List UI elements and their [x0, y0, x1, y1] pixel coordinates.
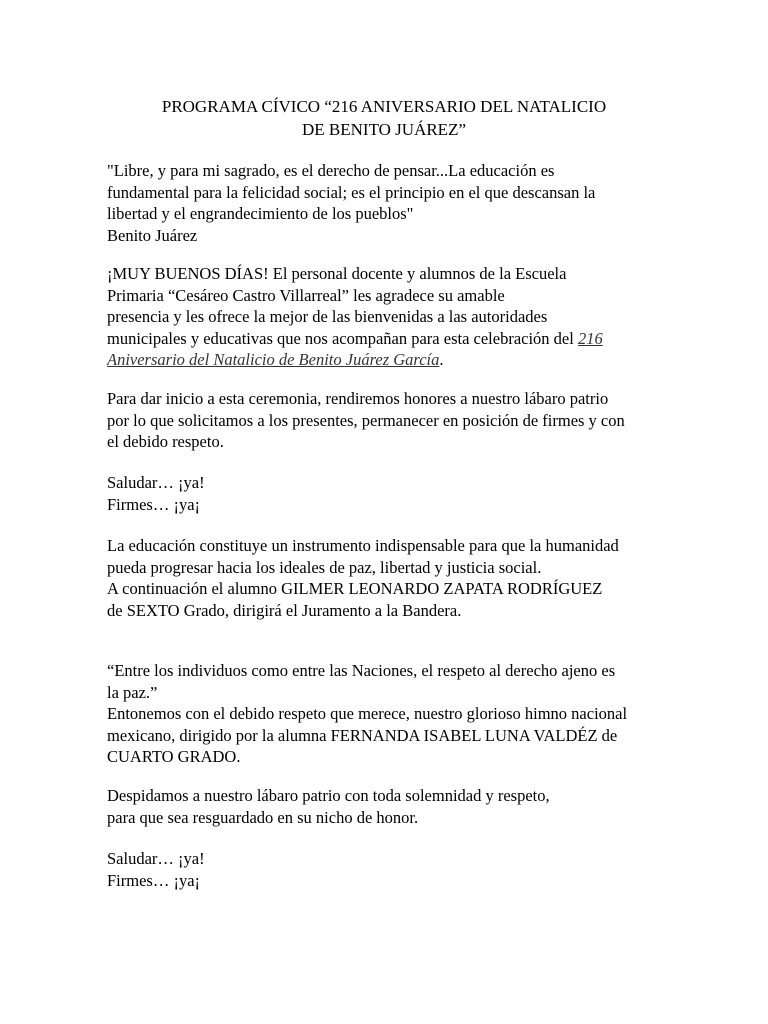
- opening-quote: [107, 160, 677, 246]
- anthem-line-4: mexicano, dirigido por la alumna FERNANDA ISABEL LUNA VALDÉZ de: [107, 725, 618, 745]
- salute-command: Saludar… ¡ya!: [107, 473, 205, 492]
- anthem-paragraph: [107, 660, 677, 768]
- attention-command: Firmes… ¡ya¡: [107, 494, 201, 514]
- honors-paragraph: [107, 388, 677, 453]
- welcome-line-2: Primaria “Cesáreo Castro Villarreal” les agradece su amable: [107, 285, 505, 305]
- education-line-4: de SEXTO Grado, dirigirá el Juramento a la Bandera.: [107, 600, 462, 620]
- education-line-2: pueda progresar hacia los ideales de paz, libertad y justicia social.: [107, 557, 542, 577]
- anniversary-link-start[interactable]: 216: [577, 328, 603, 348]
- quote-author: Benito Juárez: [107, 225, 198, 245]
- welcome-paragraph: [107, 263, 677, 371]
- honors-line-3: el debido respeto.: [107, 432, 224, 451]
- education-paragraph: [107, 535, 677, 621]
- commands-first: [107, 472, 677, 515]
- attention-command-final: Firmes… ¡ya¡: [107, 870, 201, 890]
- anthem-line-2: la paz.”: [107, 682, 158, 702]
- welcome-line-5: [107, 349, 677, 371]
- farewell-paragraph: [107, 785, 677, 828]
- honors-line-2: por lo que solicitamos a los presentes, permanecer en posición de firmes y con: [107, 410, 625, 430]
- salute-command-final: Saludar… ¡ya!: [107, 849, 205, 868]
- welcome-line-1: ¡MUY BUENOS DÍAS! El personal docente y alumnos de la Escuela: [107, 264, 567, 283]
- welcome-line-3: presencia y les ofrece la mejor de las bienvenidas a las autoridades: [107, 307, 548, 326]
- anthem-line-1: “Entre los individuos como entre las Naciones, el respeto al derecho ajeno es: [107, 661, 616, 680]
- page-title: [100, 95, 668, 141]
- honors-line-1: Para dar inicio a esta ceremonia, rendiremos honores a nuestro lábaro patrio: [107, 389, 609, 408]
- anthem-line-5: CUARTO GRADO.: [107, 747, 241, 766]
- anniversary-link-end[interactable]: Aniversario del Natalicio de Benito Juárez García: [107, 350, 440, 369]
- commands-second: [107, 848, 677, 891]
- welcome-line-4: [107, 328, 677, 350]
- title-line-1: PROGRAMA CÍVICO “216 ANIVERSARIO DEL NATALICIO: [161, 97, 607, 116]
- welcome-line-4-text: municipales y educativas que nos acompañan para esta celebración del: [107, 328, 578, 348]
- farewell-line-1: Despidamos a nuestro lábaro patrio con toda solemnidad y respeto,: [107, 786, 550, 805]
- title-line-2: DE BENITO JUÁREZ”: [302, 120, 466, 139]
- quote-line-2: fundamental para la felicidad social; es el principio en el que descansan la: [107, 182, 596, 202]
- welcome-line-5-suffix: .: [439, 350, 444, 369]
- education-line-1: La educación constituye un instrumento indispensable para que la humanidad: [107, 536, 619, 555]
- quote-line-1: "Libre, y para mi sagrado, es el derecho de pensar...La educación es: [107, 161, 555, 180]
- education-line-3: A continuación el alumno GILMER LEONARDO ZAPATA RODRÍGUEZ: [107, 579, 603, 598]
- farewell-line-2: para que sea resguardado en su nicho de honor.: [107, 807, 419, 827]
- anthem-line-3: Entonemos con el debido respeto que merece, nuestro glorioso himno nacional: [107, 704, 628, 723]
- quote-line-3: libertad y el engrandecimiento de los pueblos": [107, 204, 414, 223]
